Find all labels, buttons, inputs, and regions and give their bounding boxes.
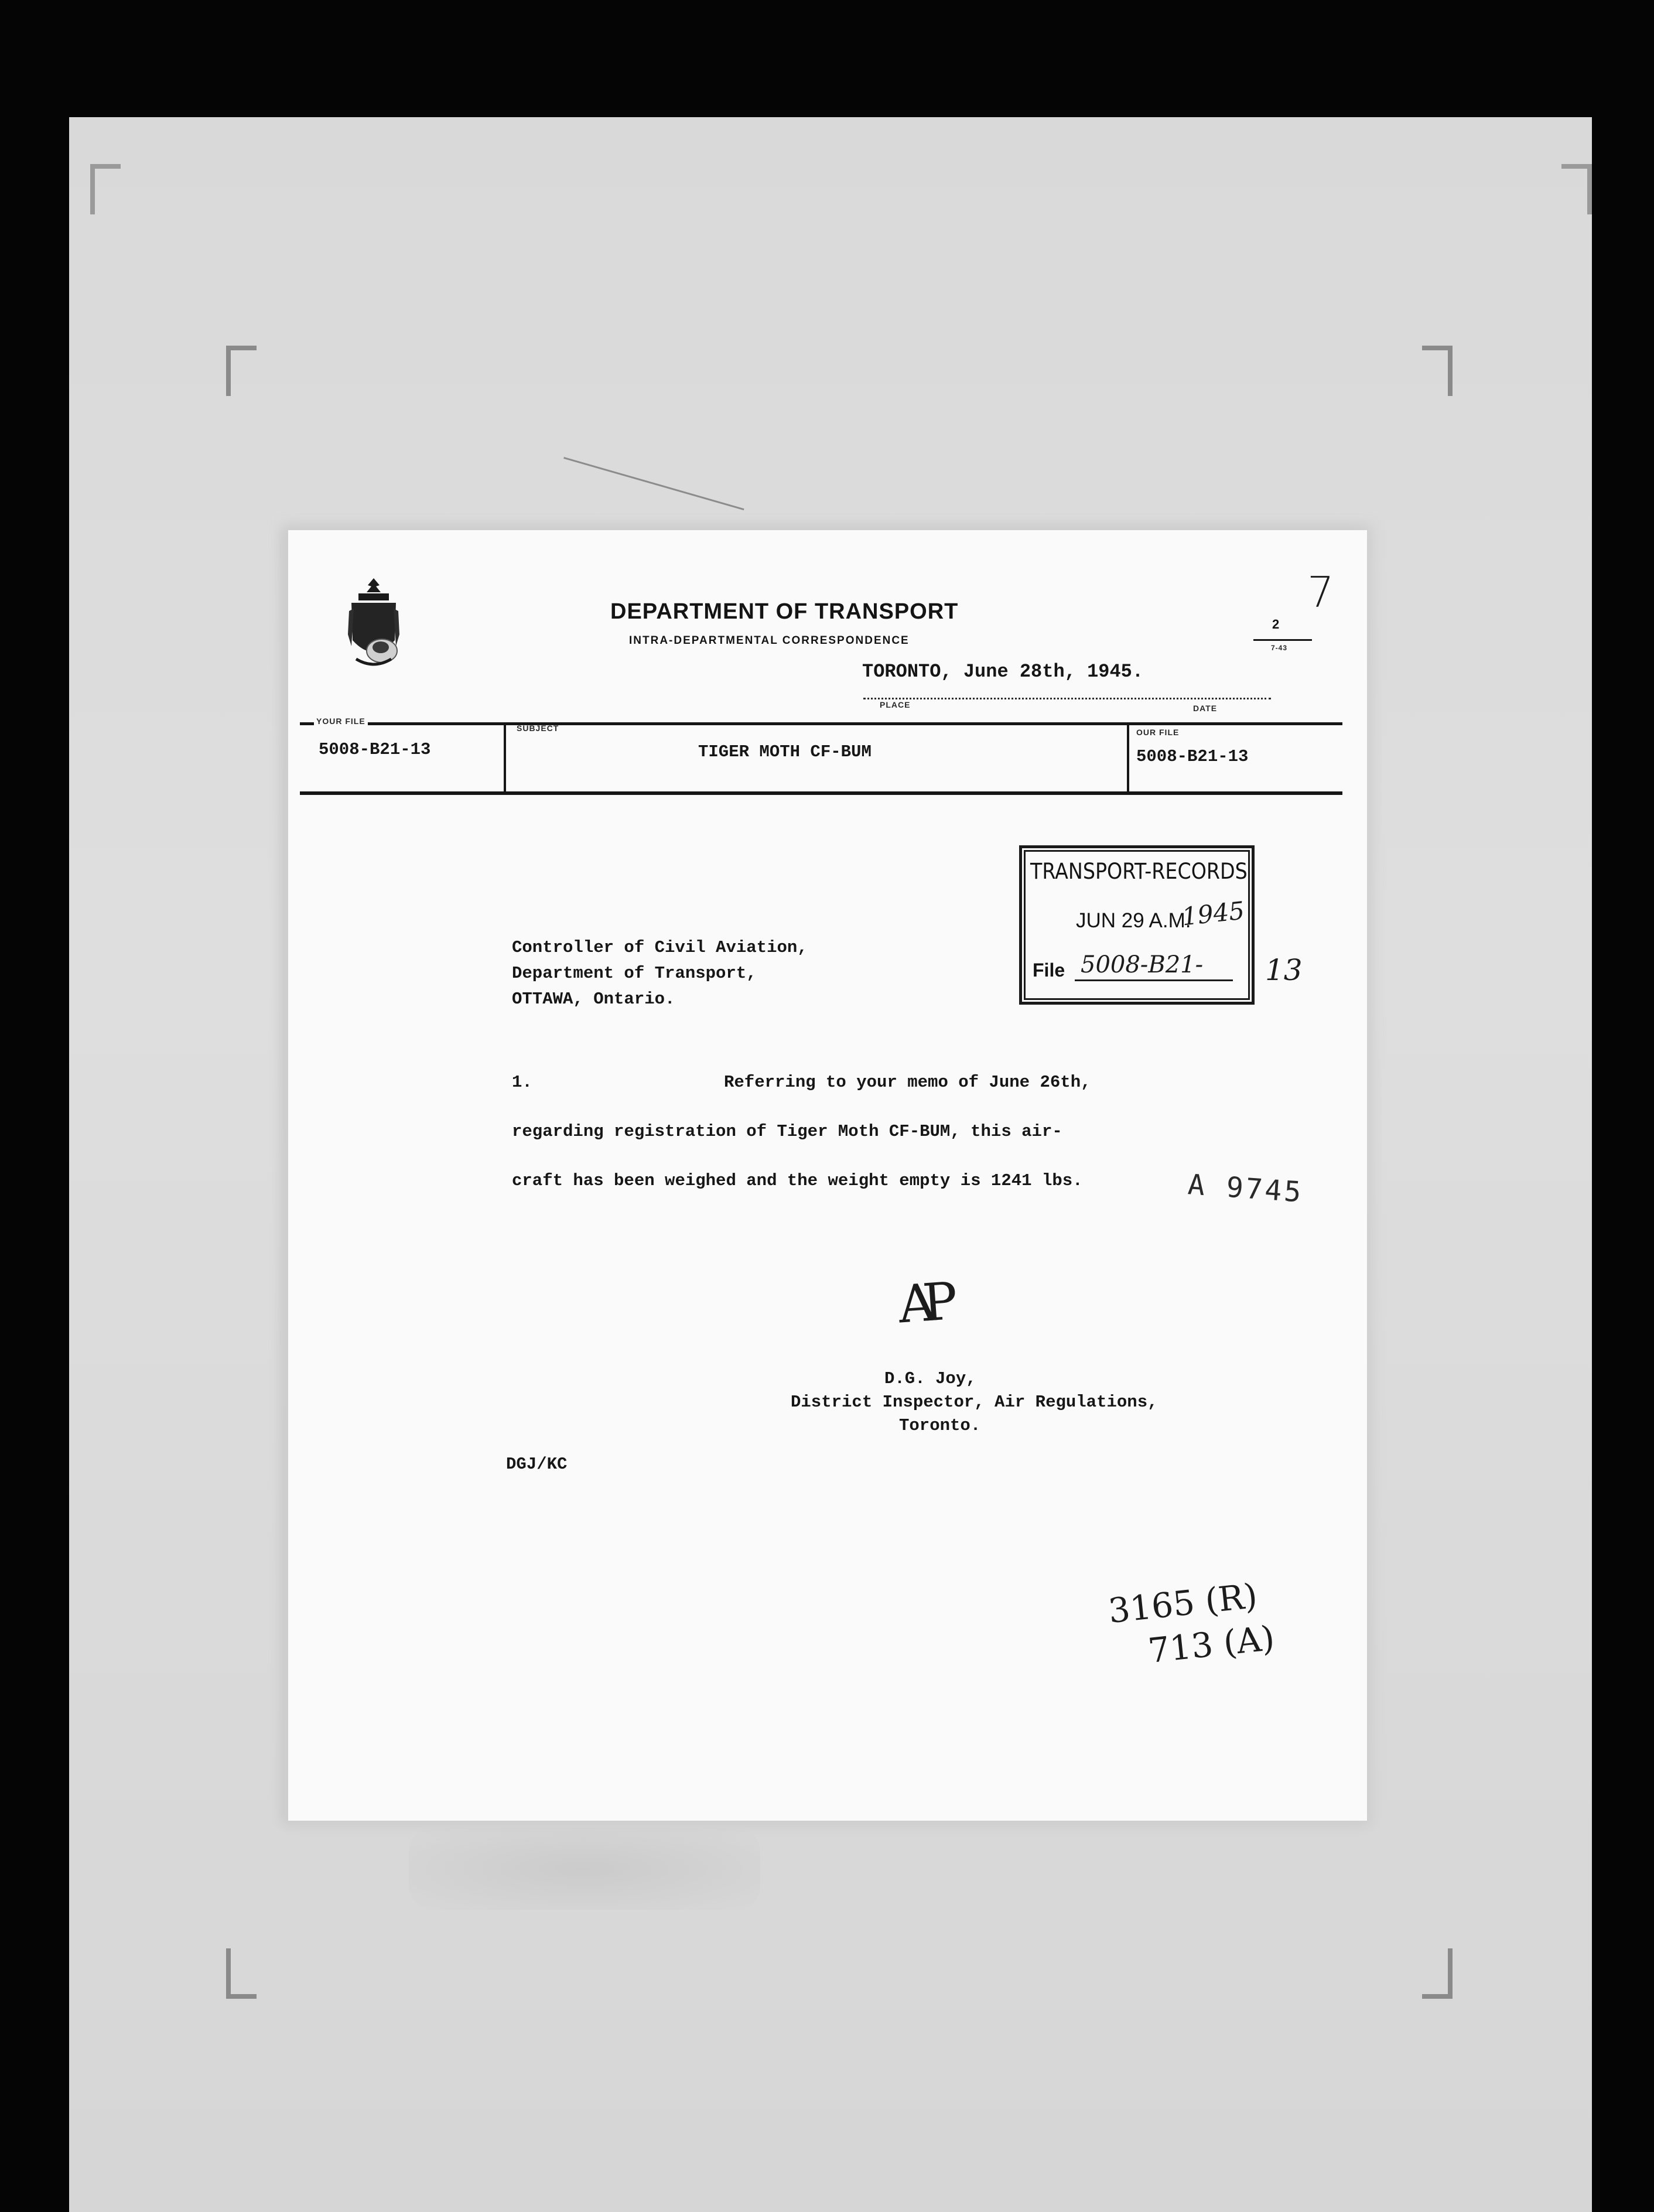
stamp-year-handwritten: 1945 xyxy=(1180,896,1246,931)
typist-reference: DGJ/KC xyxy=(506,1455,568,1474)
place-caption: PLACE xyxy=(880,700,911,709)
body-line: craft has been weighed and the weight empty is 1241 lbs. xyxy=(512,1171,1083,1190)
stamp-date: JUN 29 A.M. xyxy=(1076,909,1191,932)
stamp-file-handwritten: 5008-B21- xyxy=(1081,951,1204,978)
crop-mark xyxy=(1422,346,1453,396)
subject-caption: SUBJECT xyxy=(517,723,559,733)
file-box-bottom-rule xyxy=(300,791,1342,795)
form-number-rule xyxy=(1253,639,1312,641)
crop-mark xyxy=(1561,164,1592,214)
coat-of-arms-icon xyxy=(346,576,402,681)
your-file-caption: YOUR FILE xyxy=(314,716,368,726)
file-box-top-rule xyxy=(300,722,1342,725)
addressee-line: Controller of Civil Aviation, xyxy=(512,938,808,957)
handwritten-note: 713 (A) xyxy=(1146,1617,1277,1671)
addressee-line: Department of Transport, xyxy=(512,964,757,983)
stamp-title: TRANSPORT-RECORDS xyxy=(1030,859,1248,884)
paragraph-number: 1. xyxy=(512,1073,532,1092)
faint-pencil-note xyxy=(409,1828,760,1910)
folio-number: 7 xyxy=(1307,568,1334,617)
signature-title: District Inspector, Air Regulations, xyxy=(791,1392,1158,1412)
memo-sheet xyxy=(288,530,1367,1821)
our-file-caption: OUR FILE xyxy=(1136,728,1180,737)
crop-mark xyxy=(90,164,121,214)
body-line: Referring to your memo of June 26th, xyxy=(724,1073,1091,1092)
correspondence-subtitle: INTRA-DEPARTMENTAL CORRESPONDENCE xyxy=(629,634,910,647)
place-date-line: TORONTO, June 28th, 1945. xyxy=(862,661,1144,682)
addressee-line: OTTAWA, Ontario. xyxy=(512,989,675,1009)
initials-signature: AP xyxy=(896,1271,947,1335)
crop-mark xyxy=(226,346,257,396)
form-code: 7-43 xyxy=(1271,644,1288,652)
reference-stamp: A 9745 xyxy=(1187,1168,1305,1209)
dotted-place-rule xyxy=(863,698,1271,699)
scratch-line xyxy=(563,457,744,510)
handwritten-note: 3165 (R) xyxy=(1106,1575,1259,1631)
your-file-number: 5008-B21-13 xyxy=(319,740,431,759)
stamp-file-rule xyxy=(1075,979,1233,981)
our-file-number: 5008-B21-13 xyxy=(1136,747,1249,766)
signature-location: Toronto. xyxy=(899,1416,981,1435)
stamp-file-label: File xyxy=(1033,960,1065,981)
form-number: 2 xyxy=(1272,617,1280,631)
signature-name: D.G. Joy, xyxy=(884,1369,976,1388)
crop-mark xyxy=(1422,1948,1453,1999)
file-box-divider xyxy=(504,722,506,791)
date-caption: DATE xyxy=(1193,704,1218,713)
subject-text: TIGER MOTH CF-BUM xyxy=(698,742,872,762)
department-title: DEPARTMENT OF TRANSPORT xyxy=(610,599,959,624)
body-line: regarding registration of Tiger Moth CF-BUM, this air- xyxy=(512,1122,1062,1141)
file-box-divider xyxy=(1127,722,1129,791)
crop-mark xyxy=(226,1948,257,1999)
stamp-file-suffix: 13 xyxy=(1265,953,1303,987)
